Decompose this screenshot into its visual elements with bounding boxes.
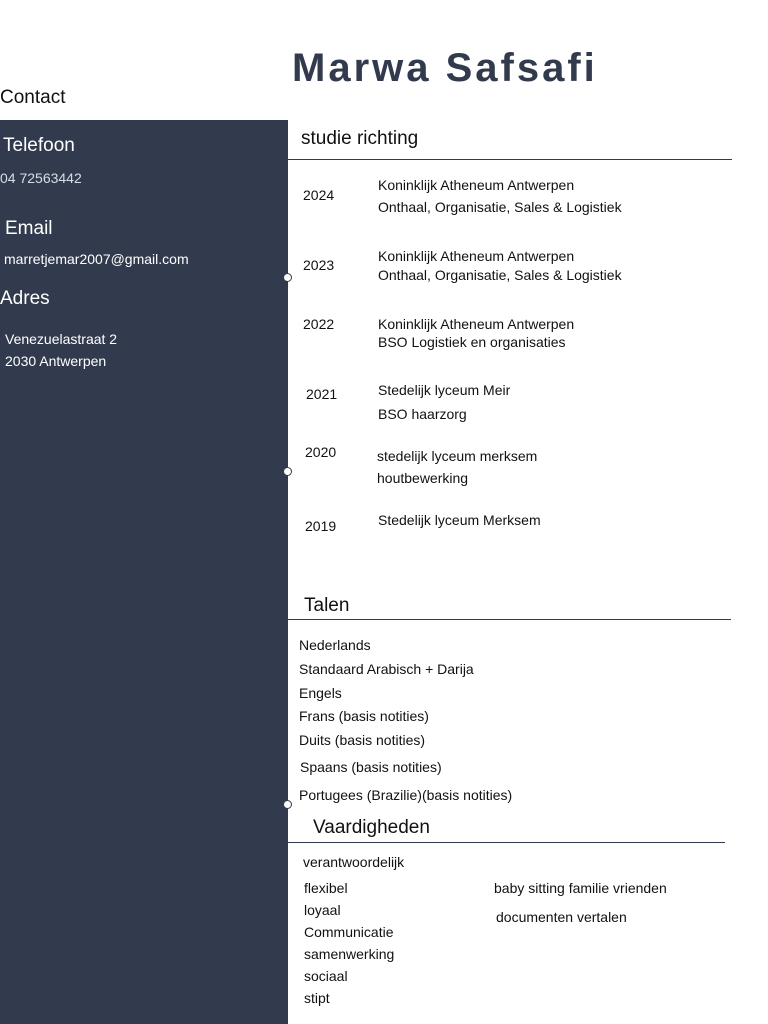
- divider: [288, 159, 732, 160]
- address-line-1: Venezuelastraat 2: [5, 331, 118, 347]
- language-item: Standaard Arabisch + Darija: [299, 661, 474, 677]
- education-year: 2023: [303, 257, 335, 273]
- education-program: houtbewerking: [377, 470, 469, 486]
- divider: [288, 842, 725, 843]
- divider: [288, 619, 731, 620]
- education-school: Stedelijk lyceum Merksem: [378, 512, 541, 528]
- education-year: 2021: [306, 386, 338, 402]
- education-year: 2019: [305, 518, 337, 534]
- education-program: Onthaal, Organisatie, Sales & Logistiek: [378, 267, 622, 283]
- skill-item: loyaal: [304, 902, 341, 918]
- page-title: Marwa Safsafi: [292, 46, 598, 90]
- email-label: Email: [5, 218, 53, 239]
- phone-label: Telefoon: [3, 135, 75, 156]
- skill-item: samenwerking: [304, 946, 395, 962]
- address-label: Adres: [0, 288, 50, 309]
- education-program: BSO Logistiek en organisaties: [378, 334, 566, 350]
- timeline-dot: [283, 273, 292, 282]
- education-year: 2022: [303, 316, 335, 332]
- skill-item: documenten vertalen: [496, 909, 627, 925]
- education-year: 2020: [305, 444, 337, 460]
- education-school: Koninklijk Atheneum Antwerpen: [378, 316, 575, 332]
- phone-value: 04 72563442: [0, 170, 82, 186]
- language-item: Nederlands: [299, 637, 371, 653]
- languages-heading: Talen: [304, 595, 350, 616]
- skill-item: Communicatie: [304, 924, 394, 940]
- education-school: Koninklijk Atheneum Antwerpen: [378, 177, 575, 193]
- language-item: Spaans (basis notities): [300, 759, 442, 775]
- skills-heading: Vaardigheden: [313, 817, 430, 838]
- education-heading: studie richting: [301, 128, 419, 149]
- skill-item: stipt: [304, 990, 330, 1006]
- education-year: 2024: [303, 187, 335, 203]
- skill-item: verantwoordelijk: [303, 854, 405, 870]
- contact-heading: Contact: [0, 87, 66, 108]
- education-school: Stedelijk lyceum Meir: [378, 382, 511, 398]
- language-item: Frans (basis notities): [299, 708, 429, 724]
- skill-item: sociaal: [304, 968, 348, 984]
- language-item: Portugees (Brazilie)(basis notities): [299, 787, 513, 803]
- skill-item: baby sitting familie vrienden: [494, 880, 667, 896]
- skill-item: flexibel: [304, 880, 348, 896]
- language-item: Duits (basis notities): [299, 732, 426, 748]
- education-program: Onthaal, Organisatie, Sales & Logistiek: [378, 199, 622, 215]
- email-value: marretjemar2007@gmail.com: [4, 251, 189, 267]
- education-school: Koninklijk Atheneum Antwerpen: [378, 248, 575, 264]
- language-item: Engels: [299, 685, 342, 701]
- education-school: stedelijk lyceum merksem: [377, 448, 538, 464]
- education-program: BSO haarzorg: [378, 406, 467, 422]
- timeline-dot: [283, 800, 292, 809]
- address-line-2: 2030 Antwerpen: [5, 353, 107, 369]
- timeline-dot: [283, 467, 292, 476]
